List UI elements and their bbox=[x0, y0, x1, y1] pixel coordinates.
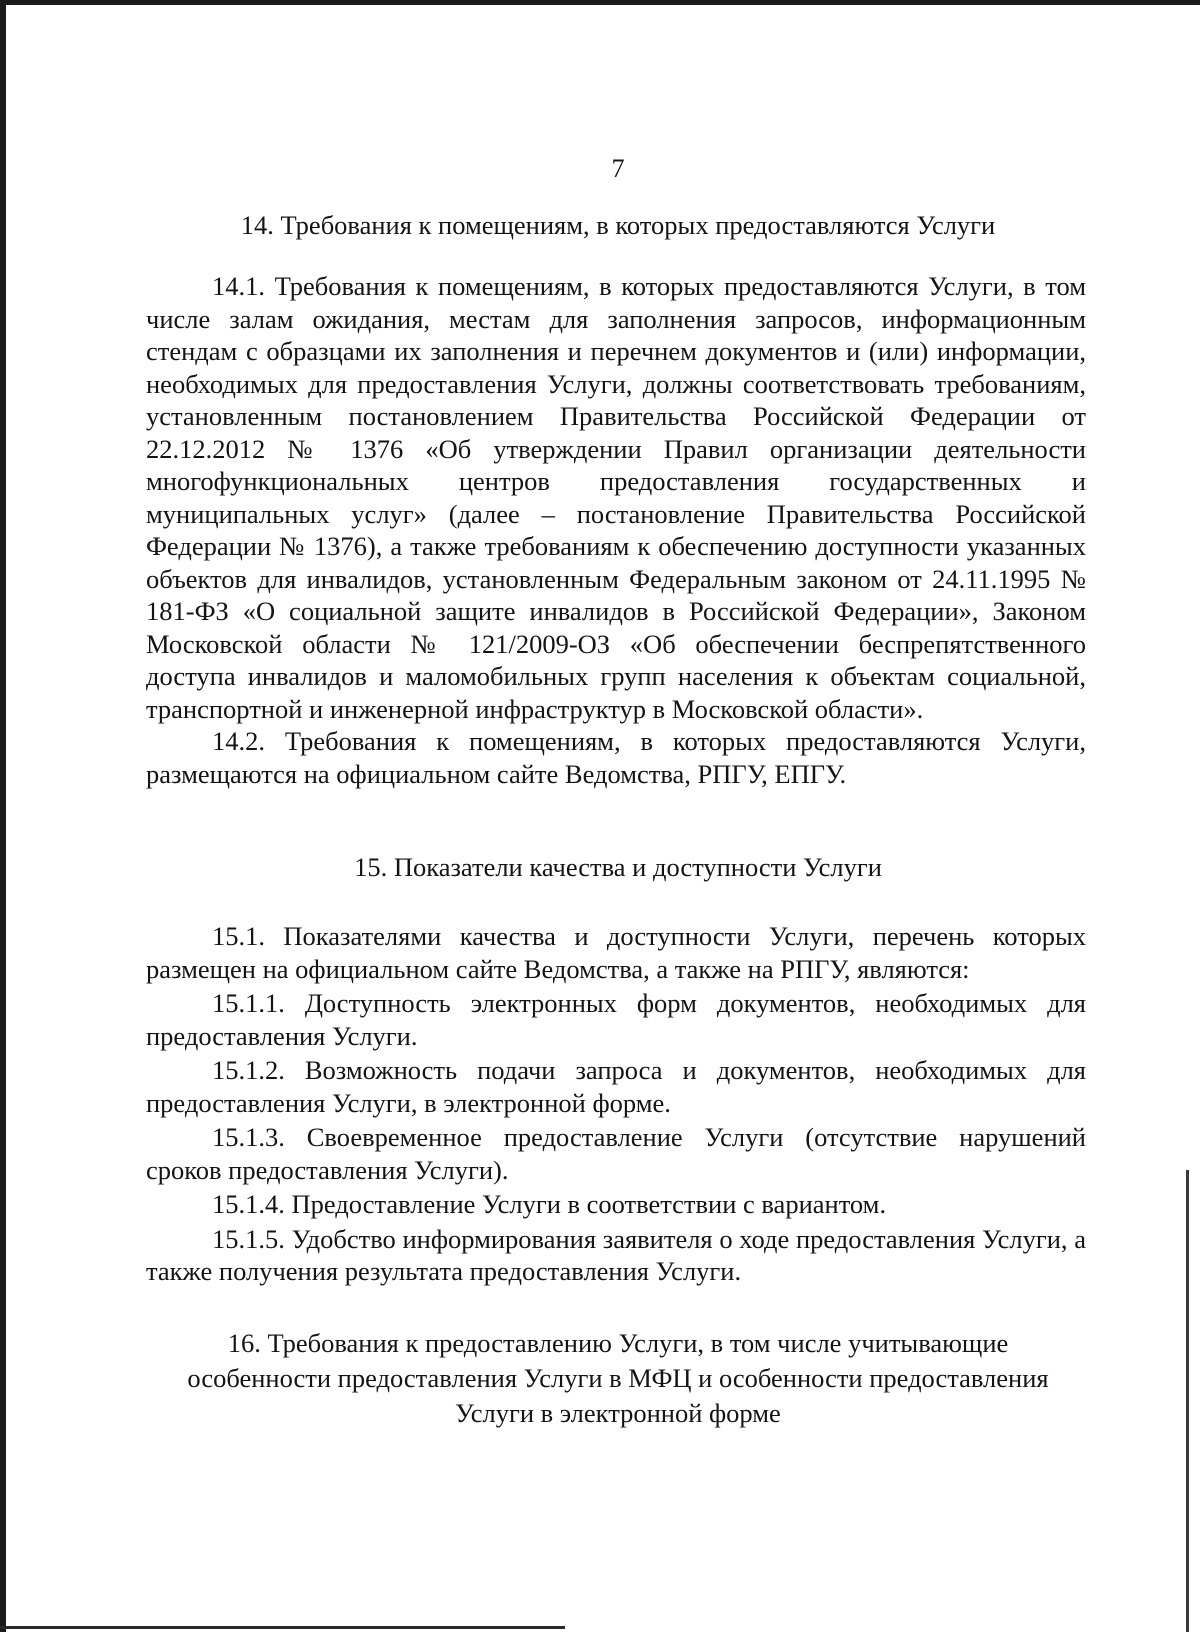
paragraph-15-1-2: 15.1.2. Возможность подачи запроса и документов, необходимых для предоставления Услуги, в электронной форме. bbox=[146, 1055, 1086, 1118]
section-14-heading: 14. Требования к помещениям, в которых предоставляются Услуги bbox=[240, 210, 996, 240]
paragraph-15-1-4: 15.1.4. Предоставление Услуги в соответствии с вариантом. bbox=[212, 1189, 887, 1219]
section-16-heading bbox=[150, 1326, 1086, 1431]
paragraph-14-1: 14.1. Требования к помещениям, в которых предоставляются Услуги, в том числе залам ожидания, местам для заполнения запросов, информационным стендам с образцами их заполнения и перечнем документов и (или) информации, необходимых для предоставления Услуги, должны соответствовать требованиям, установленным постановлением Правительства Российской Федерации от 22.12.2012 № 1376 «Об утверждении Правил организации деятельности многофункциональных центров предоставления государственных и муниципальных услуг» (далее – постановление Правительства Российской Федерации № 1376), а также требованиям к обеспечению доступности указанных объектов для инвалидов, установленным Федеральным законом от 24.11.1995 № 181-ФЗ «О социальной защите инвалидов в Российской Федерации», Законом Московской области № 121/2009-ОЗ «Об обеспечении беспрепятственного доступа инвалидов и маломобильных групп населения к объектам социальной, транспортной и инженерной инфраструктур в Московской области». bbox=[146, 271, 1086, 724]
paragraph-15-1-3: 15.1.3. Своевременное предоставление Услуги (отсутствие нарушений сроков предоставления Услуги). bbox=[146, 1122, 1086, 1185]
scan-edge-right bbox=[1186, 1170, 1189, 1632]
section-16-heading-line-3: Услуги в электронной форме bbox=[455, 1398, 781, 1428]
section-16-heading-line-2: особенности предоставления Услуги в МФЦ и особенности предоставления bbox=[187, 1363, 1049, 1393]
section-15-body bbox=[146, 920, 1086, 1290]
scan-edge-left bbox=[0, 0, 6, 1632]
section-15-heading: 15. Показатели качества и доступности Услуги bbox=[354, 852, 882, 882]
paragraph-15-1: 15.1. Показателями качества и доступности Услуги, перечень которых размещен на официальном сайте Ведомства, а также на РПГУ, являются: bbox=[146, 921, 1086, 984]
section-14-body bbox=[146, 270, 1086, 790]
section-16-heading-line-1: 16. Требования к предоставлению Услуги, в том числе учитывающие bbox=[227, 1328, 1009, 1358]
paragraph-15-1-1: 15.1.1. Доступность электронных форм документов, необходимых для предоставления Услуги. bbox=[146, 988, 1086, 1051]
scan-edge-bottom bbox=[0, 1626, 565, 1629]
paragraph-15-1-5: 15.1.5. Удобство информирования заявителя о ходе предоставления Услуги, а также получения результата предоставления Услуги. bbox=[146, 1223, 1086, 1286]
scan-edge-top bbox=[0, 0, 1200, 5]
page-number: 7 bbox=[611, 154, 625, 183]
paragraph-14-2: 14.2. Требования к помещениям, в которых предоставляются Услуги, размещаются на официальном сайте Ведомства, РПГУ, ЕПГУ. bbox=[146, 726, 1086, 789]
